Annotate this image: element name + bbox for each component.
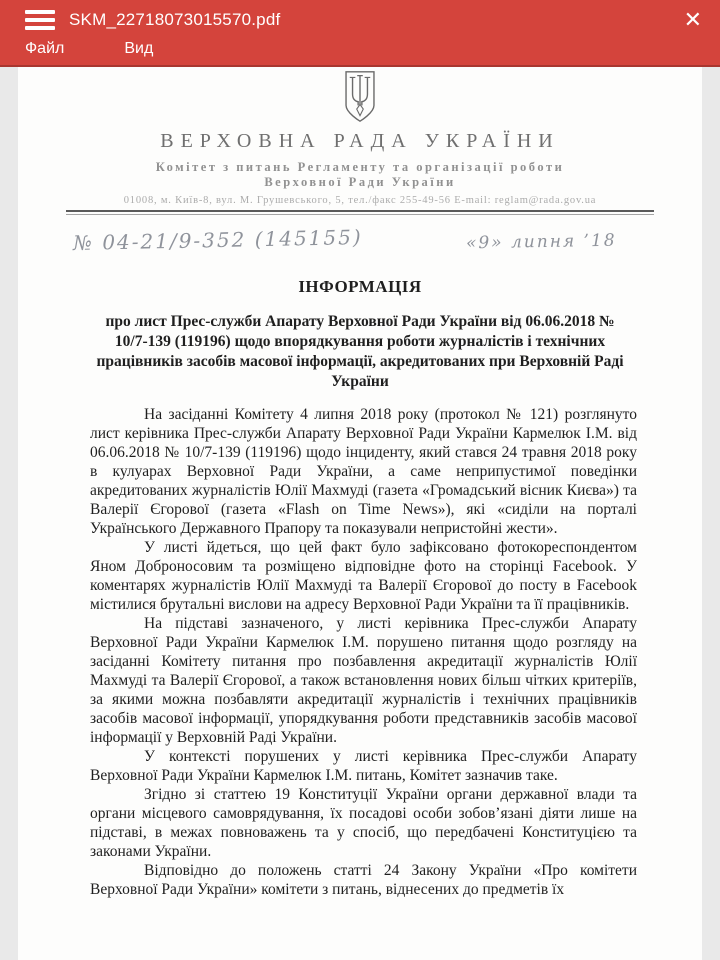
close-icon[interactable]: ✕ (683, 7, 702, 32)
hamburger-bar (25, 18, 55, 22)
handwritten-annotations (72, 224, 672, 256)
document-subject: про лист Прес-служби Апарату Верховної Ради України від 06.06.2018 № 10/7-139 (119196) щодо впорядкування роботи журналістів і технічних працівників засобів масової інформації, акредитованих при Верховній Раді України (96, 313, 624, 390)
hamburger-menu-icon[interactable] (25, 6, 55, 34)
paragraph: На підставі зазначеного, у листі керівника Прес-служби Апарату Верховної Ради України Кармелюк І.М. порушено питання щодо розгляду на засіданні Комітету питання про позбавлення акредитації журналістів Юлії Махмуді та Валерії Єгорової, а також встановлення нових більш чітких критеріїв, за якими можна позбавляти акредитації журналістів і технічних працівників засобів масової інформації, упорядкування роботи представників засобів масової інформації у Верховній Раді України. (90, 615, 637, 746)
menu-item-file[interactable]: Файл (25, 40, 65, 57)
letterhead-divider (66, 210, 654, 215)
hamburger-bar (25, 26, 55, 30)
title-bar (0, 0, 720, 40)
committee-line1: Комітет з питань Регламенту та організації роботи (155, 160, 565, 174)
paragraph: На засіданні Комітету 4 липня 2018 року (протокол № 121) розглянуто лист керівника Прес-служби Апарату Верховної Ради України Кармелюк І.М. від 06.06.2018 № 10/7-139 (119196) щодо інциденту, який стався 24 травня 2018 року в кулуарах Верховної Ради України, а саме неприпустимої поведінки акредитованих журналістів Юлії Махмуді (газета «Громадський вісник Києва») та Валерії Єгорової (газета «Flash on Time News»), які «сиділи на порталі Українського Державного Прапору та показували непристойні жести». (90, 406, 637, 537)
document-filename: SKM_22718073015570.pdf (69, 10, 281, 29)
paragraph: У контексті порушених у листі керівника Прес-служби Апарату Верховної Ради України Кармелюк І.М. питань, Комітет зазначив таке. (90, 748, 637, 784)
paragraph: Згідно зі статтею 19 Конституції України органи державної влади та органи місцевого самоврядування, їх посадові особи зобов’язані діяти лише на підставі, в межах повноважень та у спосіб, що передбачені Конституцією та законами України. (90, 786, 637, 860)
handwritten-reg-number: № 04-21/9-352 (145155) (72, 224, 363, 256)
pdf-page (18, 67, 702, 960)
paragraph: У листі йдеться, що цей факт було зафіксовано фотокореспондентом Яном Доброносовим та розміщено відповідне фото на сторінці Facebook. У коментарях журналістів Юлії Махмуді та Валерії Єгорової до посту в Facebook містилися брутальні вислови на адресу Верховної Ради України та її працівників. (90, 539, 637, 613)
menu-bar (0, 40, 720, 65)
org-name: ВЕРХОВНА РАДА УКРАЇНИ (160, 130, 560, 152)
paragraph: Відповідно до положень статті 24 Закону України «Про комітети Верховної Ради України» комітети з питань, віднесених до предметів їх (90, 862, 637, 898)
committee-name (18, 160, 702, 190)
hamburger-bar (25, 10, 55, 14)
document-body (90, 405, 637, 899)
handwritten-date: «9» липня ’18 (466, 230, 618, 254)
document-heading: ІНФОРМАЦІЯ (298, 277, 422, 296)
menu-item-view[interactable]: Вид (124, 40, 154, 57)
letterhead-address: 01008, м. Київ-8, вул. М. Грушевського, 5, тел./факс 255-49-56 E-mail: reglam@rada.gov.ua (123, 195, 597, 206)
app-header (0, 0, 720, 67)
committee-line2: Верховної Ради України (264, 175, 456, 189)
coat-of-arms-trident-icon (18, 70, 702, 124)
